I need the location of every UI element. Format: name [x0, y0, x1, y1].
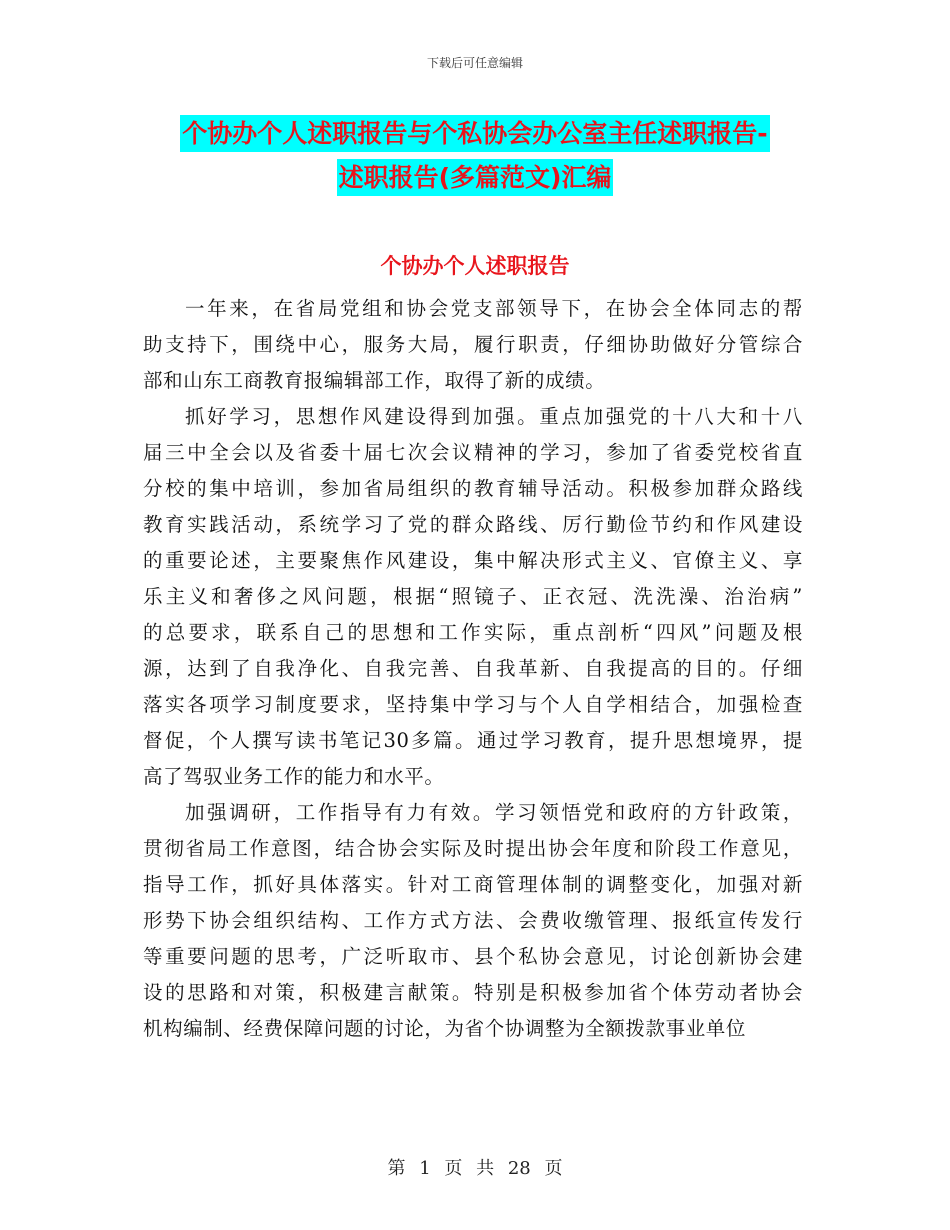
document-title-line-2	[0, 158, 950, 194]
paragraph-line: 指导工作，抓好具体落实。针对工商管理体制的调整变化，加强对新	[143, 873, 803, 896]
paragraph-line: 落实各项学习制度要求，坚持集中学习与个人自学相结合，加强检查	[143, 693, 803, 716]
paragraph-line: 分校的集中培训，参加省局组织的教育辅导活动。积极参加群众路线	[143, 477, 803, 500]
document-body	[143, 291, 803, 1047]
page-footer: 第 1 页 共 28 页	[387, 1158, 563, 1179]
document-title-line-1	[0, 114, 950, 150]
paragraph-line: 源，达到了自我净化、自我完善、自我革新、自我提高的目的。仔细	[143, 657, 803, 680]
paragraph-line: 教育实践活动，系统学习了党的群众路线、厉行勤俭节约和作风建设	[143, 513, 803, 536]
paragraph-line: 一年来，在省局党组和协会党支部领导下，在协会全体同志的帮	[185, 297, 803, 320]
paragraph-line: 等重要问题的思考，广泛听取市、县个私协会意见，讨论创新协会建	[143, 945, 803, 968]
paragraph-line: 机构编制、经费保障问题的讨论，为省个协调整为全额拨款事业单位	[143, 1017, 747, 1040]
paragraph-line: 形势下协会组织结构、工作方式方法、会费收缴管理、报纸宣传发行	[143, 909, 803, 932]
paragraph-line: 助支持下，围绕中心，服务大局，履行职责，仔细协助做好分管综合	[143, 333, 803, 356]
paragraph-line: 抓好学习，思想作风建设得到加强。重点加强党的十八大和十八	[185, 405, 803, 428]
paragraph-line: 高了驾驭业务工作的能力和水平。	[143, 765, 445, 788]
paragraph-line: 督促，个人撰写读书笔记30多篇。通过学习教育，提升思想境界，提	[143, 729, 803, 752]
paragraph-line: 加强调研，工作指导有力有效。学习领悟党和政府的方针政策，	[185, 801, 803, 824]
page-header: 下载后可任意编辑	[426, 56, 523, 70]
paragraph-line: 的重要论述，主要聚焦作风建设，集中解决形式主义、官僚主义、享	[143, 549, 803, 572]
paragraph-line: 届三中全会以及省委十届七次会议精神的学习，参加了省委党校省直	[143, 441, 803, 464]
paragraph-line: 部和山东工商教育报编辑部工作，取得了新的成绩。	[143, 369, 606, 392]
paragraph-line: 乐主义和奢侈之风问题，根据“照镜子、正衣冠、洗洗澡、治治病”	[143, 585, 803, 608]
section-heading: 个协办个人述职报告	[380, 254, 570, 278]
paragraph-line: 贯彻省局工作意图，结合协会实际及时提出协会年度和阶段工作意见，	[143, 837, 803, 860]
paragraph-line: 的总要求，联系自己的思想和工作实际，重点剖析“四风”问题及根	[143, 621, 803, 644]
paragraph-line: 设的思路和对策，积极建言献策。特别是积极参加省个体劳动者协会	[143, 981, 803, 1004]
title-highlight-2: 述职报告(多篇范文)汇编	[337, 159, 614, 196]
title-highlight-1: 个协办个人述职报告与个私协会办公室主任述职报告-	[180, 115, 769, 152]
